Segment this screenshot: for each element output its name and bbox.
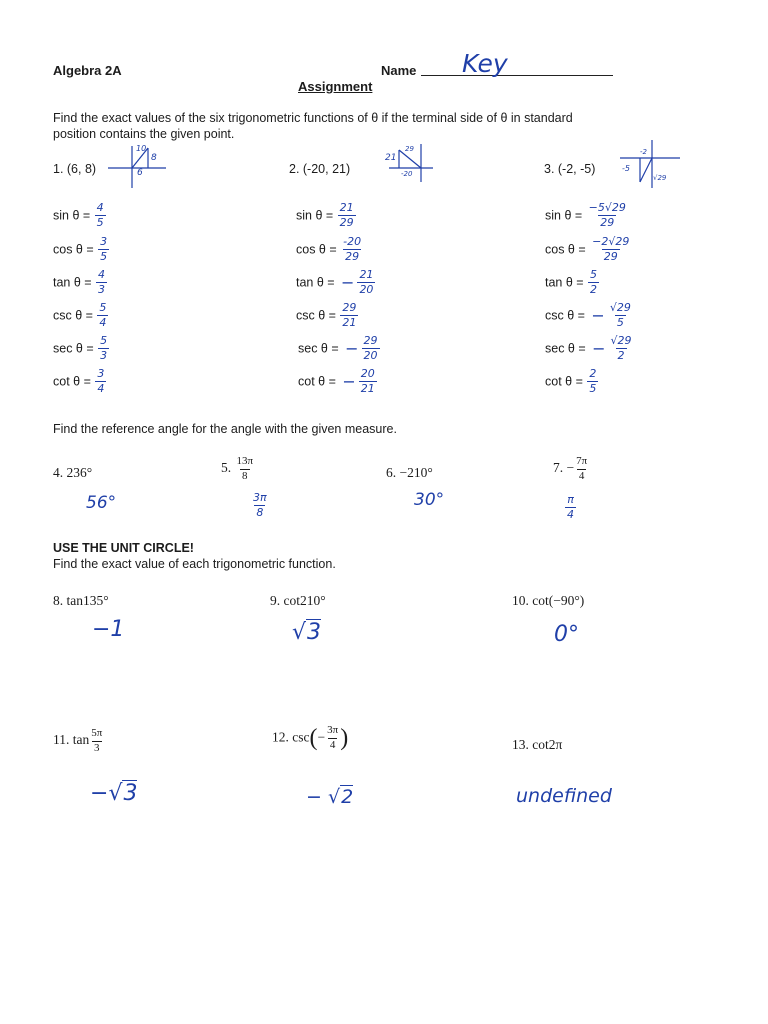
p1-tan-answer: $\frac{4}{3}$ xyxy=(98,268,106,296)
problem-3-sketch-y: -5 xyxy=(622,164,630,173)
p3-sin-label: sin θ = xyxy=(545,208,583,223)
problem-2-sketch-adj: -20 xyxy=(401,170,413,178)
p3-cos-row xyxy=(545,236,631,262)
section3-heading: USE THE UNIT CIRCLE! xyxy=(53,541,194,555)
section1-instructions-line1: Find the exact values of the six trigonometric functions of θ if the terminal side of θ in standard xyxy=(53,111,573,125)
p1-cos-label: cos θ = xyxy=(53,242,94,257)
p3-cot-answer: $\frac{2}{5}$ xyxy=(589,367,597,395)
problem-1-sketch-adj: 6 xyxy=(137,168,143,178)
p1-sec-label: sec θ = xyxy=(53,341,94,356)
p1-cot-row xyxy=(53,368,106,394)
problem-9-label: 9. xyxy=(270,593,281,608)
p1-cos-answer: $\frac{3}{5}$ xyxy=(100,235,108,263)
section2-instructions: Find the reference angle for the angle with the given measure. xyxy=(53,422,397,436)
p1-tan-row xyxy=(53,269,107,295)
problem-5 xyxy=(221,456,255,482)
section1-instructions-line2: position contains the given point. xyxy=(53,127,235,141)
p2-sec-row xyxy=(298,335,380,361)
p1-sin-label: sin θ = xyxy=(53,208,91,223)
problem-10-answer: 0° xyxy=(554,622,579,647)
problem-2-sketch-hyp: 29 xyxy=(405,145,414,153)
problem-1-label: 1. (6, 8) xyxy=(53,162,97,176)
p2-tan-answer: − $\frac{21}{20}$ xyxy=(341,268,374,296)
p2-cot-label: cot θ = xyxy=(298,374,336,389)
p1-cos-row xyxy=(53,236,109,262)
problem-8 xyxy=(53,593,109,609)
p2-cot-row xyxy=(298,368,377,394)
name-label: Name xyxy=(381,63,417,78)
problem-6-answer: 30° xyxy=(414,490,445,510)
p3-cos-answer: $\frac{-2√29}{29}$ xyxy=(592,235,630,263)
problem-7-den: 4 xyxy=(578,469,585,482)
problem-7-answer: $\frac{\pi}{4}$ xyxy=(567,493,574,521)
problem-1-sketch-opp: 8 xyxy=(151,153,157,163)
p2-sin-row xyxy=(296,202,356,228)
p3-sec-answer: − $\frac{√29}{2}$ xyxy=(592,334,632,362)
p3-cot-row xyxy=(545,368,598,394)
problem-8-expr: tan135° xyxy=(66,593,109,608)
p2-cos-answer: $\frac{-20}{29}$ xyxy=(343,235,362,263)
p3-sin-row xyxy=(545,202,628,228)
problem-4-angle: 236° xyxy=(66,465,93,480)
problem-13 xyxy=(512,737,562,753)
p3-cos-label: cos θ = xyxy=(545,242,586,257)
p1-tan-label: tan θ = xyxy=(53,275,92,290)
problem-7: 7. − $\frac{7\pi}{4}$ xyxy=(553,455,588,482)
p1-sin-answer: $\frac{4}{5}$ xyxy=(96,201,104,229)
problem-11-answer: −√3 xyxy=(90,781,138,806)
p2-tan-row xyxy=(296,269,375,295)
problem-12-label: 12. xyxy=(272,729,289,745)
problem-1-sketch-hyp: 10 xyxy=(136,144,147,153)
problem-3-triangle-sketch xyxy=(618,138,680,190)
problem-9-answer: √3 xyxy=(292,620,322,645)
p2-sin-label: sin θ = xyxy=(296,208,334,223)
p3-csc-row xyxy=(545,302,633,328)
p1-csc-answer: $\frac{5}{4}$ xyxy=(99,301,107,329)
p2-cos-row xyxy=(296,236,363,262)
problem-1-triangle-sketch xyxy=(108,142,168,190)
problem-6-angle: −210° xyxy=(399,465,433,480)
problem-5-label: 5. xyxy=(221,460,232,476)
problem-5-answer: $\frac{3\pi}{8}$ xyxy=(253,491,267,519)
problem-9-expr: cot210° xyxy=(283,593,326,608)
section3-instructions: Find the exact value of each trigonometric function. xyxy=(53,557,336,571)
problem-8-answer: −1 xyxy=(92,617,125,642)
p3-sin-answer: $\frac{-5√29}{29}$ xyxy=(588,201,626,229)
p3-tan-answer: $\frac{5}{2}$ xyxy=(590,268,598,296)
p3-tan-label: tan θ = xyxy=(545,275,584,290)
name-handwritten: Key xyxy=(462,49,508,78)
p3-cot-label: cot θ = xyxy=(545,374,583,389)
problem-11: 11. tan $\frac{5\pi}{3}$ xyxy=(53,727,103,754)
problem-9 xyxy=(270,593,326,609)
assignment-title: Assignment xyxy=(298,79,373,94)
problem-2-sketch-opp: 21 xyxy=(385,153,397,163)
problem-11-label: 11. xyxy=(53,732,70,748)
p3-sec-label: sec θ = xyxy=(545,341,586,356)
problem-12-answer: − √2 xyxy=(306,786,354,808)
problem-7-label: 7. xyxy=(553,460,564,476)
problem-5-den: 8 xyxy=(242,469,248,482)
course-title: Algebra 2A xyxy=(53,63,122,78)
problem-6 xyxy=(386,465,433,481)
problem-13-answer: undefined xyxy=(516,785,612,807)
p2-csc-label: csc θ = xyxy=(296,308,336,323)
problem-4 xyxy=(53,465,92,481)
problem-8-label: 8. xyxy=(53,593,64,608)
problem-11-fn: tan xyxy=(72,732,90,748)
p1-sec-answer: $\frac{5}{3}$ xyxy=(100,334,108,362)
problem-12-fn: csc xyxy=(292,729,310,745)
p3-tan-row xyxy=(545,269,599,295)
p3-sec-row xyxy=(545,335,634,361)
problem-12: 12. csc(− $\frac{3\pi}{4}$ ) xyxy=(272,724,349,751)
problem-2-label: 2. (-20, 21) xyxy=(289,162,351,176)
p2-cos-label: cos θ = xyxy=(296,242,337,257)
p2-csc-row xyxy=(296,302,358,328)
problem-2-triangle-sketch xyxy=(383,142,435,184)
problem-7-num: 7π xyxy=(576,455,588,467)
problem-3-label: 3. (-2, -5) xyxy=(544,162,596,176)
p1-csc-row xyxy=(53,302,108,328)
p3-csc-answer: − $\frac{√29}{5}$ xyxy=(591,301,631,329)
p2-sin-answer: $\frac{21}{29}$ xyxy=(339,201,354,229)
p2-sec-label: sec θ = xyxy=(298,341,339,356)
problem-10 xyxy=(512,593,584,609)
problem-3-sketch-hyp: √29 xyxy=(653,174,667,182)
p1-sin-row xyxy=(53,202,106,228)
problem-4-answer: 56° xyxy=(86,493,117,513)
p3-csc-label: csc θ = xyxy=(545,308,585,323)
p2-csc-answer: $\frac{29}{21}$ xyxy=(342,301,357,329)
problem-13-label: 13. xyxy=(512,737,529,752)
p2-tan-label: tan θ = xyxy=(296,275,335,290)
name-underline xyxy=(421,75,613,76)
problem-4-label: 4. xyxy=(53,465,64,480)
problem-13-expr: cot2π xyxy=(532,737,563,752)
problem-6-label: 6. xyxy=(386,465,397,480)
p1-cot-label: cot θ = xyxy=(53,374,91,389)
p1-sec-row xyxy=(53,335,109,361)
p1-cot-answer: $\frac{3}{4}$ xyxy=(97,367,105,395)
p2-cot-answer: − $\frac{20}{21}$ xyxy=(342,367,375,395)
problem-3-sketch-x: -2 xyxy=(640,148,647,156)
p2-sec-answer: − $\frac{29}{20}$ xyxy=(345,334,378,362)
problem-10-expr: cot(−90°) xyxy=(532,593,585,608)
p1-csc-label: csc θ = xyxy=(53,308,93,323)
problem-5-num: 13π xyxy=(236,455,254,467)
problem-10-label: 10. xyxy=(512,593,529,608)
